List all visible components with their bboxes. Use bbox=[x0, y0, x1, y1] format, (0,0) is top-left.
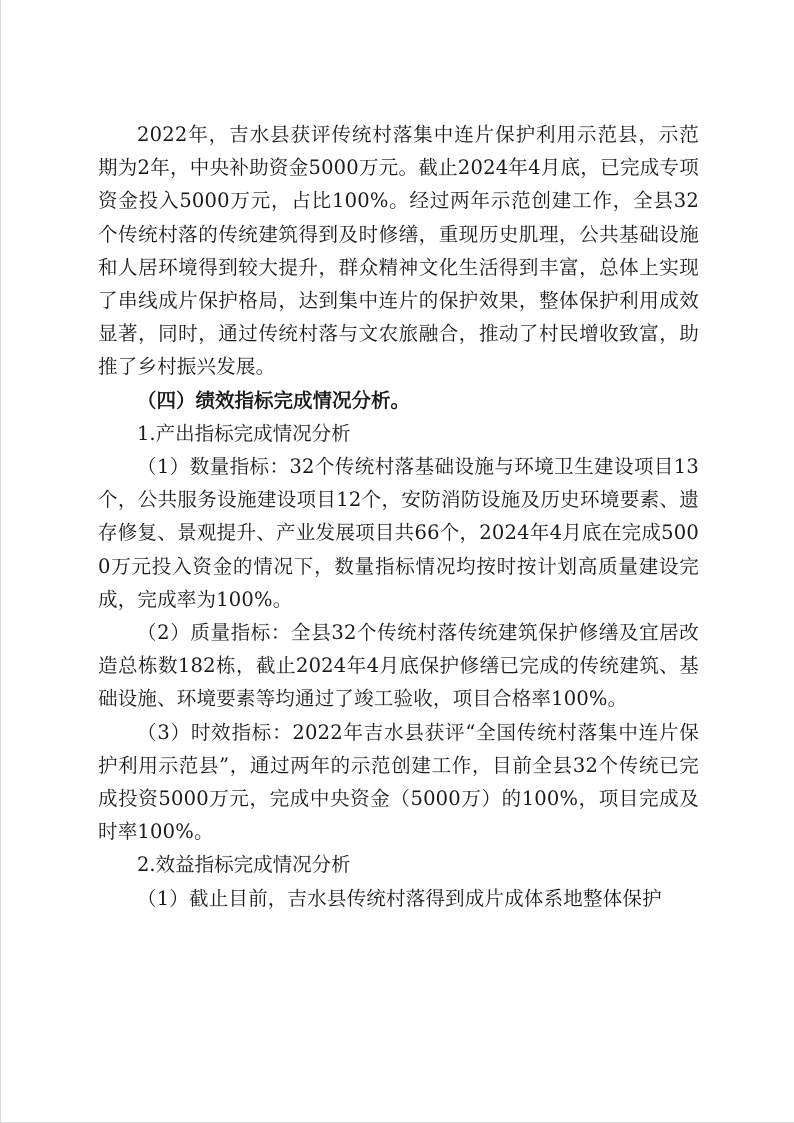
paragraph-benefit-1: （1）截止目前，吉水县传统村落得到成片成体系地整体保护 bbox=[137, 886, 662, 910]
paragraph-timeliness-indicator: （3）时效指标：2022年吉水县获评“全国传统村落集中连片保护利用示范县”，通过两年的示范创建工作，目前全县32个传统已完成投资5000万元，完成中央资金（5000万）的100%，项目完成及时率100%。 bbox=[98, 720, 699, 844]
subheading-benefit-indicators: 2.效益指标完成情况分析 bbox=[137, 853, 351, 877]
paragraph-summary: 2022年，吉水县获评传统村落集中连片保护利用示范县，示范期为2年，中央补助资金5000万元。截止2024年4月底，已完成专项资金投入5000万元，占比100%。经过两年示范创建工作，全县32个传统村落的传统建筑得到及时修缮，重现历史肌理，公共基础设施和人居环境得到较大提升，群众精神文化生活得到丰富，总体上实现了串线成片保护格局，达到集中连片的保护效果，整体保护利用成效显著，同时，通过传统村落与文农旅融合，推动了村民增收致富，助推了乡村振兴发展。 bbox=[98, 123, 699, 379]
document-body bbox=[98, 118, 699, 915]
subheading-output-indicators: 1.产出指标完成情况分析 bbox=[137, 421, 351, 445]
paragraph-quantity-indicator: （1）数量指标：32个传统村落基础设施与环境卫生建设项目13个，公共服务设施建设项目12个，安防消防设施及历史环境要素、遗存修复、景观提升、产业发展项目共66个，2024年4月底在完成5000万元投入资金的情况下，数量指标情况均按时按计划高质量建设完成，完成率为100%。 bbox=[98, 455, 699, 611]
section-heading-performance-indicators: （四）绩效指标完成情况分析。 bbox=[137, 388, 411, 412]
paragraph-quality-indicator: （2）质量指标：全县32个传统村落传统建筑保护修缮及宜居改造总栋数182栋，截止2024年4月底保护修缮已完成的传统建筑、基础设施、环境要素等均通过了竣工验收，项目合格率100%。 bbox=[98, 621, 699, 711]
